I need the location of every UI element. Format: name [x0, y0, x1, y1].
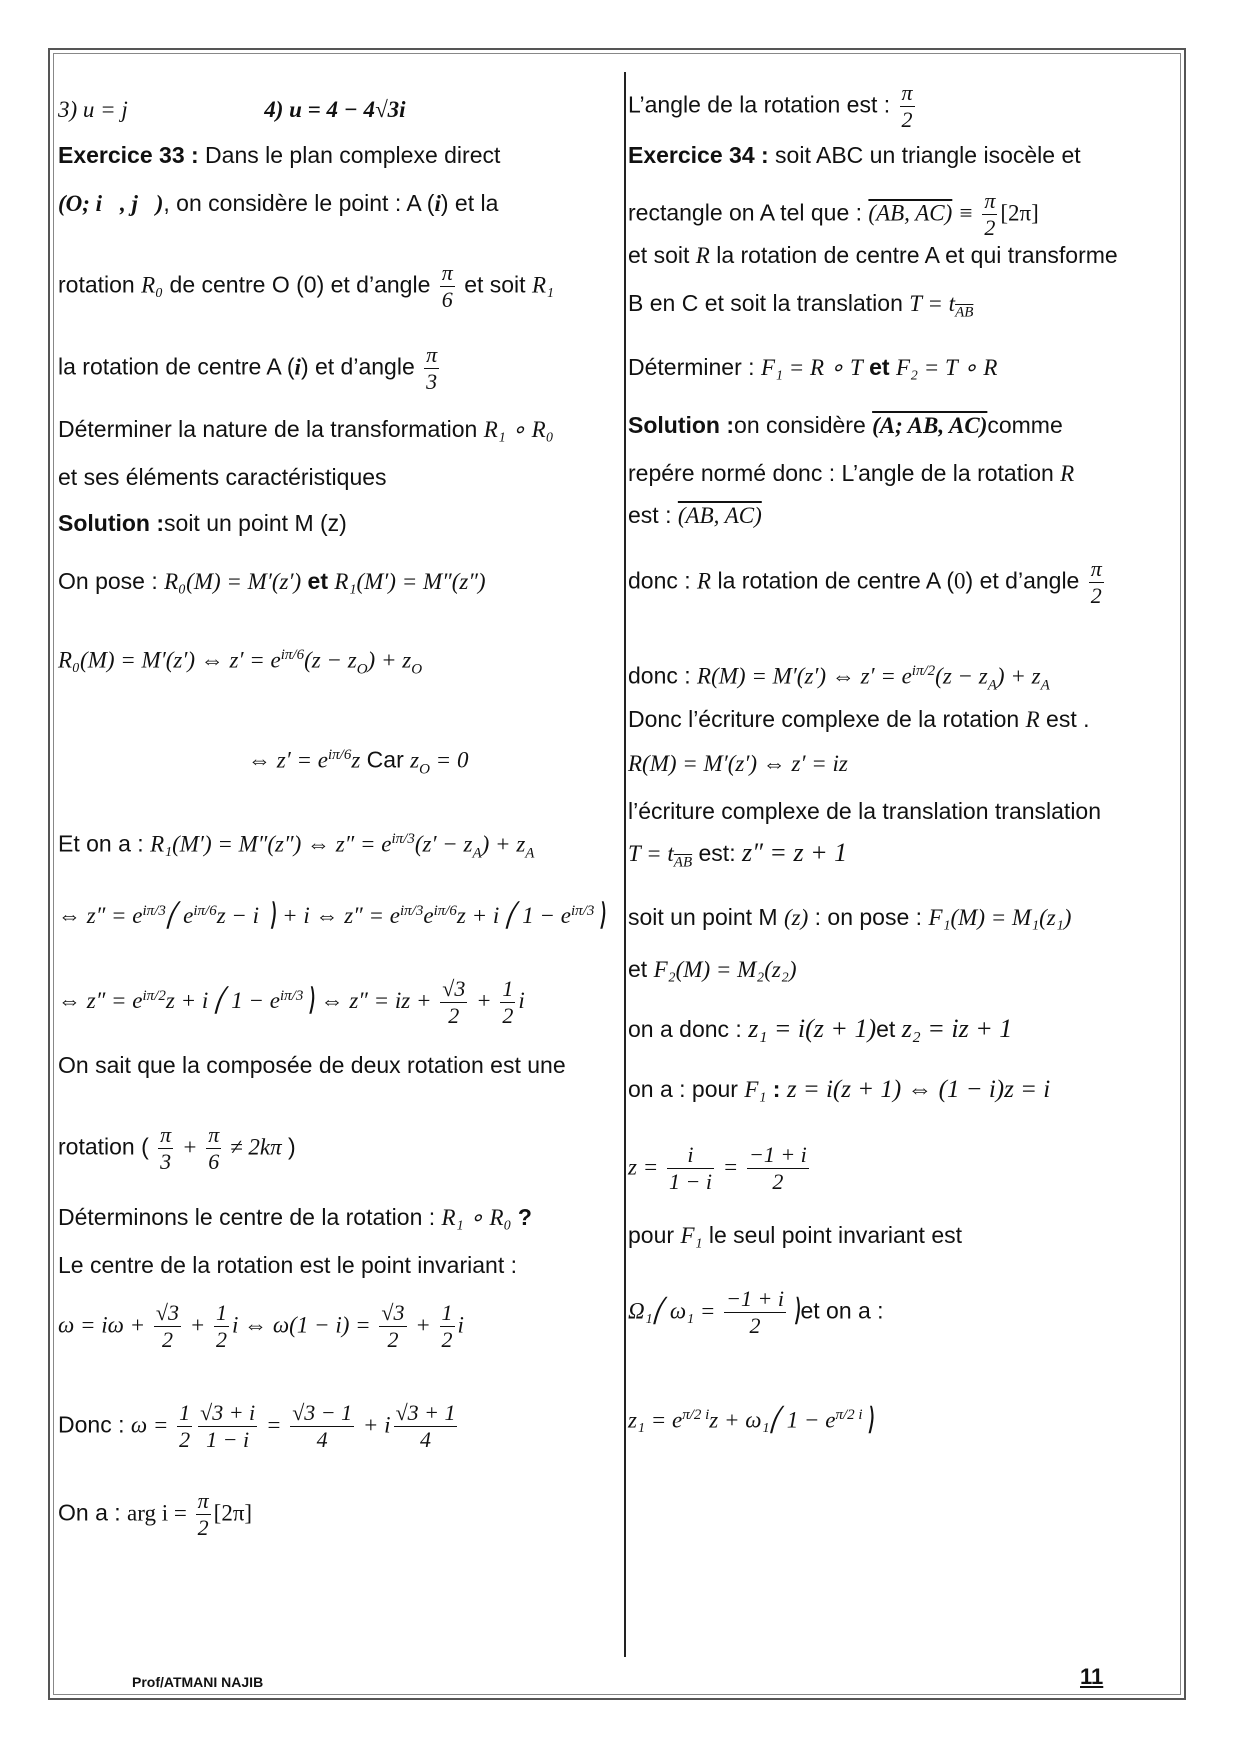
fraction: $\frac{\pi}{2}$ — [984, 188, 996, 240]
question-line: 3) u = j 4) u = 4 − 4√3i — [58, 97, 406, 122]
pose-line: On pose : R₀(M) = M′(z′) et R₁(M′) = M″(z″) — [58, 568, 486, 594]
composition-line: On sait que la composée de deux rotation est une — [58, 1052, 566, 1078]
fraction: $\frac{\pi}{2}$ — [197, 1488, 209, 1540]
fraction: $\frac{1}{2}$ — [179, 1400, 191, 1452]
solution-title: Solution :soit un point M (z) — [58, 510, 347, 536]
invariant-line: pour F₁ le seul point invariant est — [628, 1222, 963, 1248]
fraction: $\frac{-1 + i}{2}$ — [726, 1286, 784, 1338]
rotation-formula: R(M) = M′(z′) ⇔ z′ = iz — [628, 751, 848, 776]
z1-formula: $z_1 = e^{\pi/2 i}z$ + ω₁⎛ $1 - e^{\pi/2 i}⎞$ — [628, 1407, 875, 1433]
point-line: soit un point M (z) : on pose : F₁(M) = M₁(z₁) — [628, 904, 1072, 930]
rotation-line: rotation ( $\frac{\pi}{3}$ + $\frac{\pi}{6}$ ≠ 2kπ ) — [58, 1122, 296, 1174]
donc-angle-line: donc : R la rotation de centre A (0) et d’angle $\frac{\pi}{2}$ — [628, 556, 1102, 608]
fraction: $\frac{√3}{2}$ — [442, 976, 466, 1028]
fraction: $\frac{1}{2}$ — [502, 976, 514, 1028]
fraction: $\frac{-1 + i}{2}$ — [748, 1142, 807, 1194]
column-divider — [624, 72, 626, 1657]
exercise-33-title: Exercice 33 : Dans le plan complexe direct — [58, 142, 501, 168]
equation-5: ⇔ $z'' = e^{i\pi/2}z + i$ ⎛ $1 - e^{i\pi/3}⎞$ ⇔ z″ = iz + $\frac{√3}{2}$ + $\frac{1}{2}$ i — [58, 976, 525, 1028]
exercise-33-line4: la rotation de centre A (i) et d’angle $\frac{\pi}{3}$ — [58, 342, 438, 394]
fraction: $\frac{\pi}{2}$ — [901, 80, 913, 132]
exercise-34-line2: rectangle on A tel que : (AB, AC) ≡ $\frac{\pi}{2}$ [2π] — [628, 188, 1039, 240]
equation-1: R₀(M) = M′(z′) ⇔ $z' = e^{i\pi/6}(z - z_O) + z_O$ — [58, 647, 423, 678]
omega1-line: Ω₁⎛ ω₁ = $\frac{-1 + i}{2}$ ⎞et on a : — [628, 1286, 884, 1338]
exercise-33-line2: (O; i⃗, j⃗), on considère le point : A (i) et la — [58, 190, 499, 216]
fraction: $\frac{1}{2}$ — [216, 1300, 228, 1352]
fraction: $\frac{\pi}{3}$ — [160, 1122, 172, 1174]
fraction: $\frac{√3}{2}$ — [155, 1300, 179, 1352]
angle-line: L’angle de la rotation est : $\frac{\pi}{2}$ — [628, 80, 913, 132]
determine-line: Déterminer : F₁ = R ∘ T et F₂ = T ∘ R — [628, 354, 998, 380]
donc-rotation-line: donc : R(M) = M′(z′) ⇔ $z' = e^{i\pi/2}(z - z_A) + z_A$ — [628, 662, 1050, 694]
determine-centre-line: Déterminons le centre de la rotation : R₁ ∘ R₀ ? — [58, 1204, 532, 1230]
translation-line1: l’écriture complexe de la translation translation — [628, 798, 1102, 824]
f2-line: et F₂(M) = M₂(z₂) — [628, 956, 797, 982]
exercise-34-line4: B en C et soit la translation $T = t_{\overline{AB}}$ — [628, 290, 974, 321]
footer-author: Prof/ATMANI NAJIB — [132, 1674, 264, 1690]
fraction: $\frac{√3}{2}$ — [381, 1300, 405, 1352]
omega-result: Donc : ω = $\frac{1}{2}$ $\frac{√3 + i}{1 - i}$ = $\frac{√3 - 1}{4}$ + i $\frac{√3 + 1}{4}$ — [58, 1400, 456, 1452]
fraction: $\frac{\pi}{6}$ — [208, 1122, 220, 1174]
exercise-33-line3: rotation R₀ de centre O (0) et d’angle $\frac{\pi}{6}$ et soit R₁ — [58, 260, 554, 312]
pour-f1-line: on a : pour F₁ : z = i(z + 1) ⇔ (1 − i)z = i — [628, 1076, 1051, 1103]
argument-line: On a : arg i = $\frac{\pi}{2}$ [2π] — [58, 1488, 253, 1540]
exercise-33-line5: Déterminer la nature de la transformation R₁ ∘ R₀ — [58, 416, 554, 442]
equation-3: Et on a : R₁(M′) = M″(z″) ⇔ $z'' = e^{i\pi/3}(z' - z_A) + z_A$ — [58, 830, 535, 862]
fraction: $\frac{i}{1 - i}$ — [668, 1142, 712, 1194]
solution-34-title: Solution :on considère (A; AB, AC)comme — [628, 412, 1063, 438]
exercise-34-title: Exercice 34 : soit ABC un triangle isocèle et — [628, 142, 1081, 168]
exercise-33-line6: et ses éléments caractéristiques — [58, 464, 387, 490]
equation-2: ⇔ $z' = e^{i\pi/6}z$ Car $z_O = 0$ — [248, 746, 469, 778]
exercise-34-line3: et soit R la rotation de centre A et qui transforme — [628, 242, 1118, 268]
on-a-donc-line: on a donc : z₁ = i(z + 1)et z₂ = iz + 1 — [628, 1014, 1013, 1043]
fraction: $\frac{\pi}{6}$ — [441, 260, 453, 312]
page-number: 11 — [1080, 1664, 1104, 1689]
est-line: est : (AB, AC) — [628, 502, 762, 528]
omega-equation: ω = iω + $\frac{√3}{2}$ + $\frac{1}{2}$ i ⇔ ω(1 − i) = $\frac{√3}{2}$ + $\frac{1}{2}$ i — [58, 1300, 464, 1352]
ecriture-line: Donc l’écriture complexe de la rotation R est . — [628, 706, 1090, 732]
centre-line: Le centre de la rotation est le point invariant : — [58, 1252, 518, 1278]
fraction: $\frac{√3 + 1}{4}$ — [395, 1400, 456, 1452]
repere-line: repére normé donc : L’angle de la rotation R — [628, 460, 1075, 486]
z-fraction-line: z = $\frac{i}{1 - i}$ = $\frac{-1 + i}{2}$ — [628, 1142, 807, 1194]
translation-line2: $T = t_{\overline{AB}}$ est: z″ = z + 1 — [628, 838, 848, 871]
fraction: $\frac{1}{2}$ — [441, 1300, 453, 1352]
fraction: $\frac{\pi}{2}$ — [1090, 556, 1102, 608]
fraction: $\frac{\pi}{3}$ — [426, 342, 438, 394]
fraction: $\frac{√3 - 1}{4}$ — [292, 1400, 353, 1452]
fraction: $\frac{√3 + i}{1 - i}$ — [200, 1400, 256, 1452]
equation-4: ⇔ $z'' = e^{i\pi/3}⎛$ $e^{i\pi/6}z - i$ ⎞ + i ⇔ $z'' = e^{i\pi/3}e^{i\pi/6}z + i$ ⎛ $1 - e^{i\pi/3}⎞$ — [58, 903, 606, 928]
